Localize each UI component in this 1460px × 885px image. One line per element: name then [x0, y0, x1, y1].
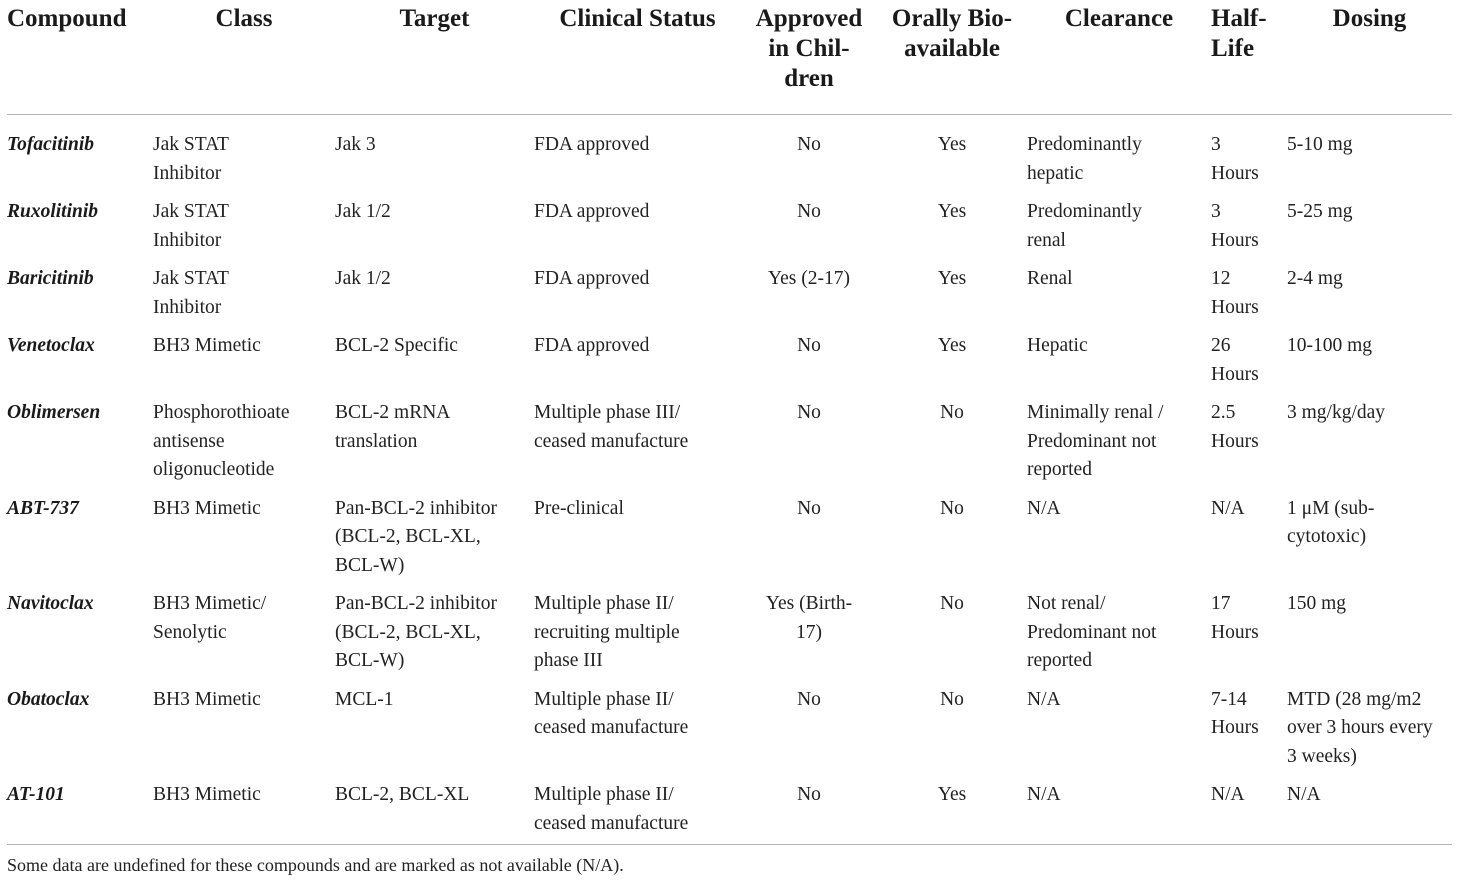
header-target: [335, 0, 534, 115]
cell-line: Renal: [1027, 268, 1073, 289]
cell-approved-in-children: [741, 392, 877, 488]
cell-half-life: [1211, 115, 1287, 192]
cell-line: recruiting multiple: [534, 621, 680, 643]
cell-line: Baricitinib: [7, 268, 94, 289]
cell-clinical-status: [534, 191, 741, 258]
cell-line: Hours: [1211, 162, 1259, 184]
cell-line: Hours: [1211, 621, 1259, 643]
cell-line: 3: [1211, 134, 1221, 155]
cell-dosing: [1287, 774, 1452, 853]
cell-line: Clearance: [1064, 5, 1174, 32]
cell-target: [335, 488, 534, 584]
cell-class: [153, 258, 335, 325]
cell-line: BCL-W): [335, 554, 405, 576]
cell-line: hepatic: [1027, 162, 1084, 184]
cell-line: No: [797, 134, 821, 155]
cell-clearance: [1027, 392, 1211, 488]
cell-line: Predominant not: [1027, 621, 1157, 643]
cell-line: Compound: [7, 5, 127, 32]
header-dosing: [1287, 0, 1452, 115]
cell-line: MCL-1: [335, 688, 394, 710]
cell-line: dren: [784, 65, 834, 92]
cell-line: translation: [335, 430, 418, 452]
cell-line: FDA approved: [534, 268, 650, 289]
cell-line: BH3 Mimetic: [153, 784, 261, 805]
cell-line: No: [940, 688, 964, 710]
cell-clinical-status: [534, 679, 741, 775]
cell-class: [153, 392, 335, 488]
cell-line: Jak 3: [335, 134, 376, 155]
cell-clinical-status: [534, 774, 741, 853]
cell-clearance: [1027, 679, 1211, 775]
table-row: [7, 679, 1452, 775]
cell-class: [153, 115, 335, 192]
cell-line: BCL-W): [335, 650, 405, 671]
table-row: [7, 191, 1452, 258]
cell-line: 7-14: [1211, 688, 1247, 710]
header-compound: [7, 0, 153, 115]
cell-orally-bioavailable: [877, 258, 1027, 325]
header-row: [7, 0, 1452, 115]
cell-line: Predominant not: [1027, 430, 1157, 452]
cell-line: ceased manufacture: [534, 717, 689, 738]
cell-clearance: [1027, 325, 1211, 392]
header-approved-in-children: [741, 0, 877, 115]
cell-line: over 3 hours every: [1287, 717, 1433, 738]
cell-class: [153, 191, 335, 258]
cell-clearance: [1027, 488, 1211, 584]
cell-target: [335, 583, 534, 679]
cell-line: oligonucleotide: [153, 459, 275, 480]
cell-line: BH3 Mimetic: [153, 688, 261, 710]
cell-line: Predominantly: [1027, 134, 1142, 155]
cell-dosing: [1287, 583, 1452, 679]
cell-approved-in-children: [741, 488, 877, 584]
cell-line: No: [797, 497, 821, 519]
cell-line: 1 μM (sub-: [1287, 497, 1375, 519]
cell-target: [335, 774, 534, 853]
cell-line: 5-10 mg: [1287, 134, 1353, 155]
cell-line: Multiple phase II/: [534, 593, 674, 614]
cell-line: Multiple phase II/: [534, 688, 674, 710]
table-row: [7, 258, 1452, 325]
compound-table: [7, 0, 1452, 853]
cell-approved-in-children: [741, 679, 877, 775]
cell-clinical-status: [534, 115, 741, 192]
cell-line: BH3 Mimetic/: [153, 593, 267, 614]
cell-compound: [7, 325, 153, 392]
cell-line: available: [904, 35, 1000, 62]
cell-dosing: [1287, 191, 1452, 258]
cell-approved-in-children: [741, 115, 877, 192]
table-body: [7, 115, 1452, 854]
cell-line: (BCL-2, BCL-XL,: [335, 526, 481, 547]
cell-line: Yes: [937, 134, 967, 155]
cell-half-life: [1211, 679, 1287, 775]
cell-line: Pan-BCL-2 inhibitor: [335, 593, 497, 614]
header-class: [153, 0, 335, 115]
cell-line: Approved: [755, 5, 863, 32]
cell-line: Minimally renal /: [1027, 402, 1164, 423]
table-row: [7, 488, 1452, 584]
cell-orally-bioavailable: [877, 191, 1027, 258]
cell-line: Senolytic: [153, 621, 227, 643]
cell-line: 17: [1211, 593, 1231, 614]
cell-line: No: [940, 402, 964, 423]
cell-dosing: [1287, 679, 1452, 775]
cell-compound: [7, 191, 153, 258]
table-header: [7, 0, 1452, 115]
cell-line: Yes: [937, 268, 967, 289]
cell-line: No: [797, 402, 821, 423]
cell-line: Inhibitor: [153, 296, 222, 318]
cell-line: Inhibitor: [153, 162, 222, 184]
cell-line: Tofacitinib: [7, 134, 95, 155]
cell-approved-in-children: [741, 583, 877, 679]
cell-line: Dosing: [1332, 5, 1407, 32]
cell-line: No: [940, 593, 964, 614]
cell-line: Hepatic: [1027, 335, 1088, 356]
cell-half-life: [1211, 191, 1287, 258]
cell-line: Clinical Status: [559, 5, 716, 32]
cell-line: 3 mg/kg/day: [1287, 402, 1386, 423]
cell-line: No: [797, 335, 821, 356]
cell-clearance: [1027, 115, 1211, 192]
cell-dosing: [1287, 258, 1452, 325]
cell-clearance: [1027, 583, 1211, 679]
cell-line: 12: [1211, 268, 1231, 289]
cell-target: [335, 115, 534, 192]
cell-line: cytotoxic): [1287, 526, 1367, 547]
cell-compound: [7, 679, 153, 775]
cell-line: N/A: [1027, 688, 1061, 710]
cell-line: 26: [1211, 335, 1231, 356]
cell-line: Navitoclax: [7, 593, 94, 614]
cell-line: N/A: [1287, 784, 1321, 805]
cell-line: Class: [215, 5, 273, 32]
cell-half-life: [1211, 488, 1287, 584]
cell-line: Venetoclax: [7, 335, 95, 356]
cell-line: FDA approved: [534, 201, 650, 222]
cell-line: N/A: [1211, 497, 1245, 519]
cell-line: ABT-737: [7, 497, 79, 519]
cell-approved-in-children: [741, 325, 877, 392]
cell-orally-bioavailable: [877, 774, 1027, 853]
cell-target: [335, 679, 534, 775]
cell-compound: [7, 774, 153, 853]
cell-line: 2.5: [1211, 402, 1236, 423]
cell-line: 3: [1211, 201, 1221, 222]
cell-line: in Chil-: [768, 35, 850, 62]
cell-line: Hours: [1211, 717, 1259, 738]
cell-line: Jak STAT: [153, 134, 229, 155]
cell-clearance: [1027, 191, 1211, 258]
cell-line: No: [797, 784, 821, 805]
cell-line: FDA approved: [534, 134, 650, 155]
cell-class: [153, 583, 335, 679]
cell-line: 3 weeks): [1287, 745, 1357, 767]
cell-dosing: [1287, 325, 1452, 392]
cell-line: 17): [796, 621, 822, 643]
cell-approved-in-children: [741, 774, 877, 853]
cell-half-life: [1211, 774, 1287, 853]
cell-line: N/A: [1027, 497, 1061, 519]
header-clearance: [1027, 0, 1211, 115]
cell-compound: [7, 392, 153, 488]
header-clinical-status: [534, 0, 741, 115]
cell-line: Pre-clinical: [534, 497, 624, 519]
cell-compound: [7, 583, 153, 679]
cell-line: Hours: [1211, 296, 1259, 318]
cell-line: Hours: [1211, 363, 1259, 385]
cell-orally-bioavailable: [877, 392, 1027, 488]
cell-line: 10-100 mg: [1287, 335, 1373, 356]
cell-line: BCL-2 Specific: [335, 335, 458, 356]
table-row: [7, 583, 1452, 679]
cell-orally-bioavailable: [877, 583, 1027, 679]
cell-line: (BCL-2, BCL-XL,: [335, 621, 481, 643]
cell-compound: [7, 115, 153, 192]
table-row: [7, 115, 1452, 192]
cell-line: Jak STAT: [153, 201, 229, 222]
cell-orally-bioavailable: [877, 488, 1027, 584]
cell-line: Hours: [1211, 430, 1259, 452]
cell-half-life: [1211, 583, 1287, 679]
cell-line: 5-25 mg: [1287, 201, 1353, 222]
cell-line: Multiple phase II/: [534, 784, 674, 805]
cell-orally-bioavailable: [877, 325, 1027, 392]
cell-line: No: [940, 497, 964, 519]
cell-approved-in-children: [741, 258, 877, 325]
cell-line: Life: [1211, 35, 1255, 62]
cell-line: AT-101: [7, 784, 65, 805]
cell-line: Yes: [937, 201, 967, 222]
cell-clinical-status: [534, 583, 741, 679]
cell-class: [153, 488, 335, 584]
table-row: [7, 325, 1452, 392]
cell-line: Yes: [937, 335, 967, 356]
cell-target: [335, 191, 534, 258]
cell-line: N/A: [1211, 784, 1245, 805]
cell-target: [335, 258, 534, 325]
cell-line: Inhibitor: [153, 229, 222, 251]
cell-line: Phosphorothioate: [153, 402, 290, 423]
cell-line: Obatoclax: [7, 688, 90, 710]
cell-line: Yes (Birth-: [765, 593, 853, 614]
cell-line: Yes (2-17): [768, 268, 850, 289]
cell-line: BCL-2 mRNA: [335, 402, 451, 423]
cell-orally-bioavailable: [877, 679, 1027, 775]
cell-line: ceased manufacture: [534, 430, 689, 452]
cell-line: ceased manufacture: [534, 812, 689, 834]
cell-line: Multiple phase III/: [534, 402, 681, 423]
cell-line: Orally Bio-: [891, 5, 1013, 32]
cell-orally-bioavailable: [877, 115, 1027, 192]
cell-half-life: [1211, 258, 1287, 325]
cell-line: Not renal/: [1027, 593, 1106, 614]
cell-line: Ruxolitinib: [7, 201, 99, 222]
cell-line: Half-: [1211, 5, 1267, 32]
cell-compound: [7, 488, 153, 584]
table-row: [7, 392, 1452, 488]
cell-line: FDA approved: [534, 335, 650, 356]
cell-dosing: [1287, 115, 1452, 192]
cell-class: [153, 325, 335, 392]
cell-line: 2-4 mg: [1287, 268, 1343, 289]
table-bottom-rule: [7, 844, 1452, 845]
cell-line: MTD (28 mg/m2: [1287, 688, 1422, 710]
cell-compound: [7, 258, 153, 325]
cell-clinical-status: [534, 488, 741, 584]
cell-line: phase III: [534, 650, 603, 671]
cell-line: BH3 Mimetic: [153, 335, 261, 356]
cell-line: Pan-BCL-2 inhibitor: [335, 497, 497, 519]
cell-line: Predominantly: [1027, 201, 1142, 222]
cell-line: BH3 Mimetic: [153, 497, 261, 519]
cell-clinical-status: [534, 258, 741, 325]
cell-line: Yes: [937, 784, 967, 805]
table-footnote: Some data are undefined for these compounds and are marked as not available (N/A).: [7, 855, 624, 875]
cell-line: Target: [399, 5, 470, 32]
cell-line: Hours: [1211, 229, 1259, 251]
cell-dosing: [1287, 488, 1452, 584]
cell-clinical-status: [534, 325, 741, 392]
cell-dosing: [1287, 392, 1452, 488]
cell-clearance: [1027, 774, 1211, 853]
cell-line: Jak 1/2: [335, 201, 391, 222]
cell-line: antisense: [153, 430, 225, 452]
cell-line: No: [797, 688, 821, 710]
cell-line: Jak 1/2: [335, 268, 391, 289]
cell-half-life: [1211, 392, 1287, 488]
cell-approved-in-children: [741, 191, 877, 258]
cell-clearance: [1027, 258, 1211, 325]
cell-line: reported: [1027, 650, 1092, 671]
cell-line: Jak STAT: [153, 268, 229, 289]
table-row: [7, 774, 1452, 853]
cell-class: [153, 774, 335, 853]
cell-class: [153, 679, 335, 775]
cell-half-life: [1211, 325, 1287, 392]
cell-line: No: [797, 201, 821, 222]
cell-clinical-status: [534, 392, 741, 488]
cell-line: reported: [1027, 459, 1092, 480]
cell-line: N/A: [1027, 784, 1061, 805]
cell-line: Oblimersen: [7, 402, 101, 423]
cell-line: BCL-2, BCL-XL: [335, 784, 470, 805]
cell-line: 150 mg: [1287, 593, 1347, 614]
header-half-life: [1211, 0, 1287, 115]
cell-target: [335, 325, 534, 392]
header-orally-bioavailable: [877, 0, 1027, 115]
cell-line: renal: [1027, 229, 1066, 251]
cell-target: [335, 392, 534, 488]
